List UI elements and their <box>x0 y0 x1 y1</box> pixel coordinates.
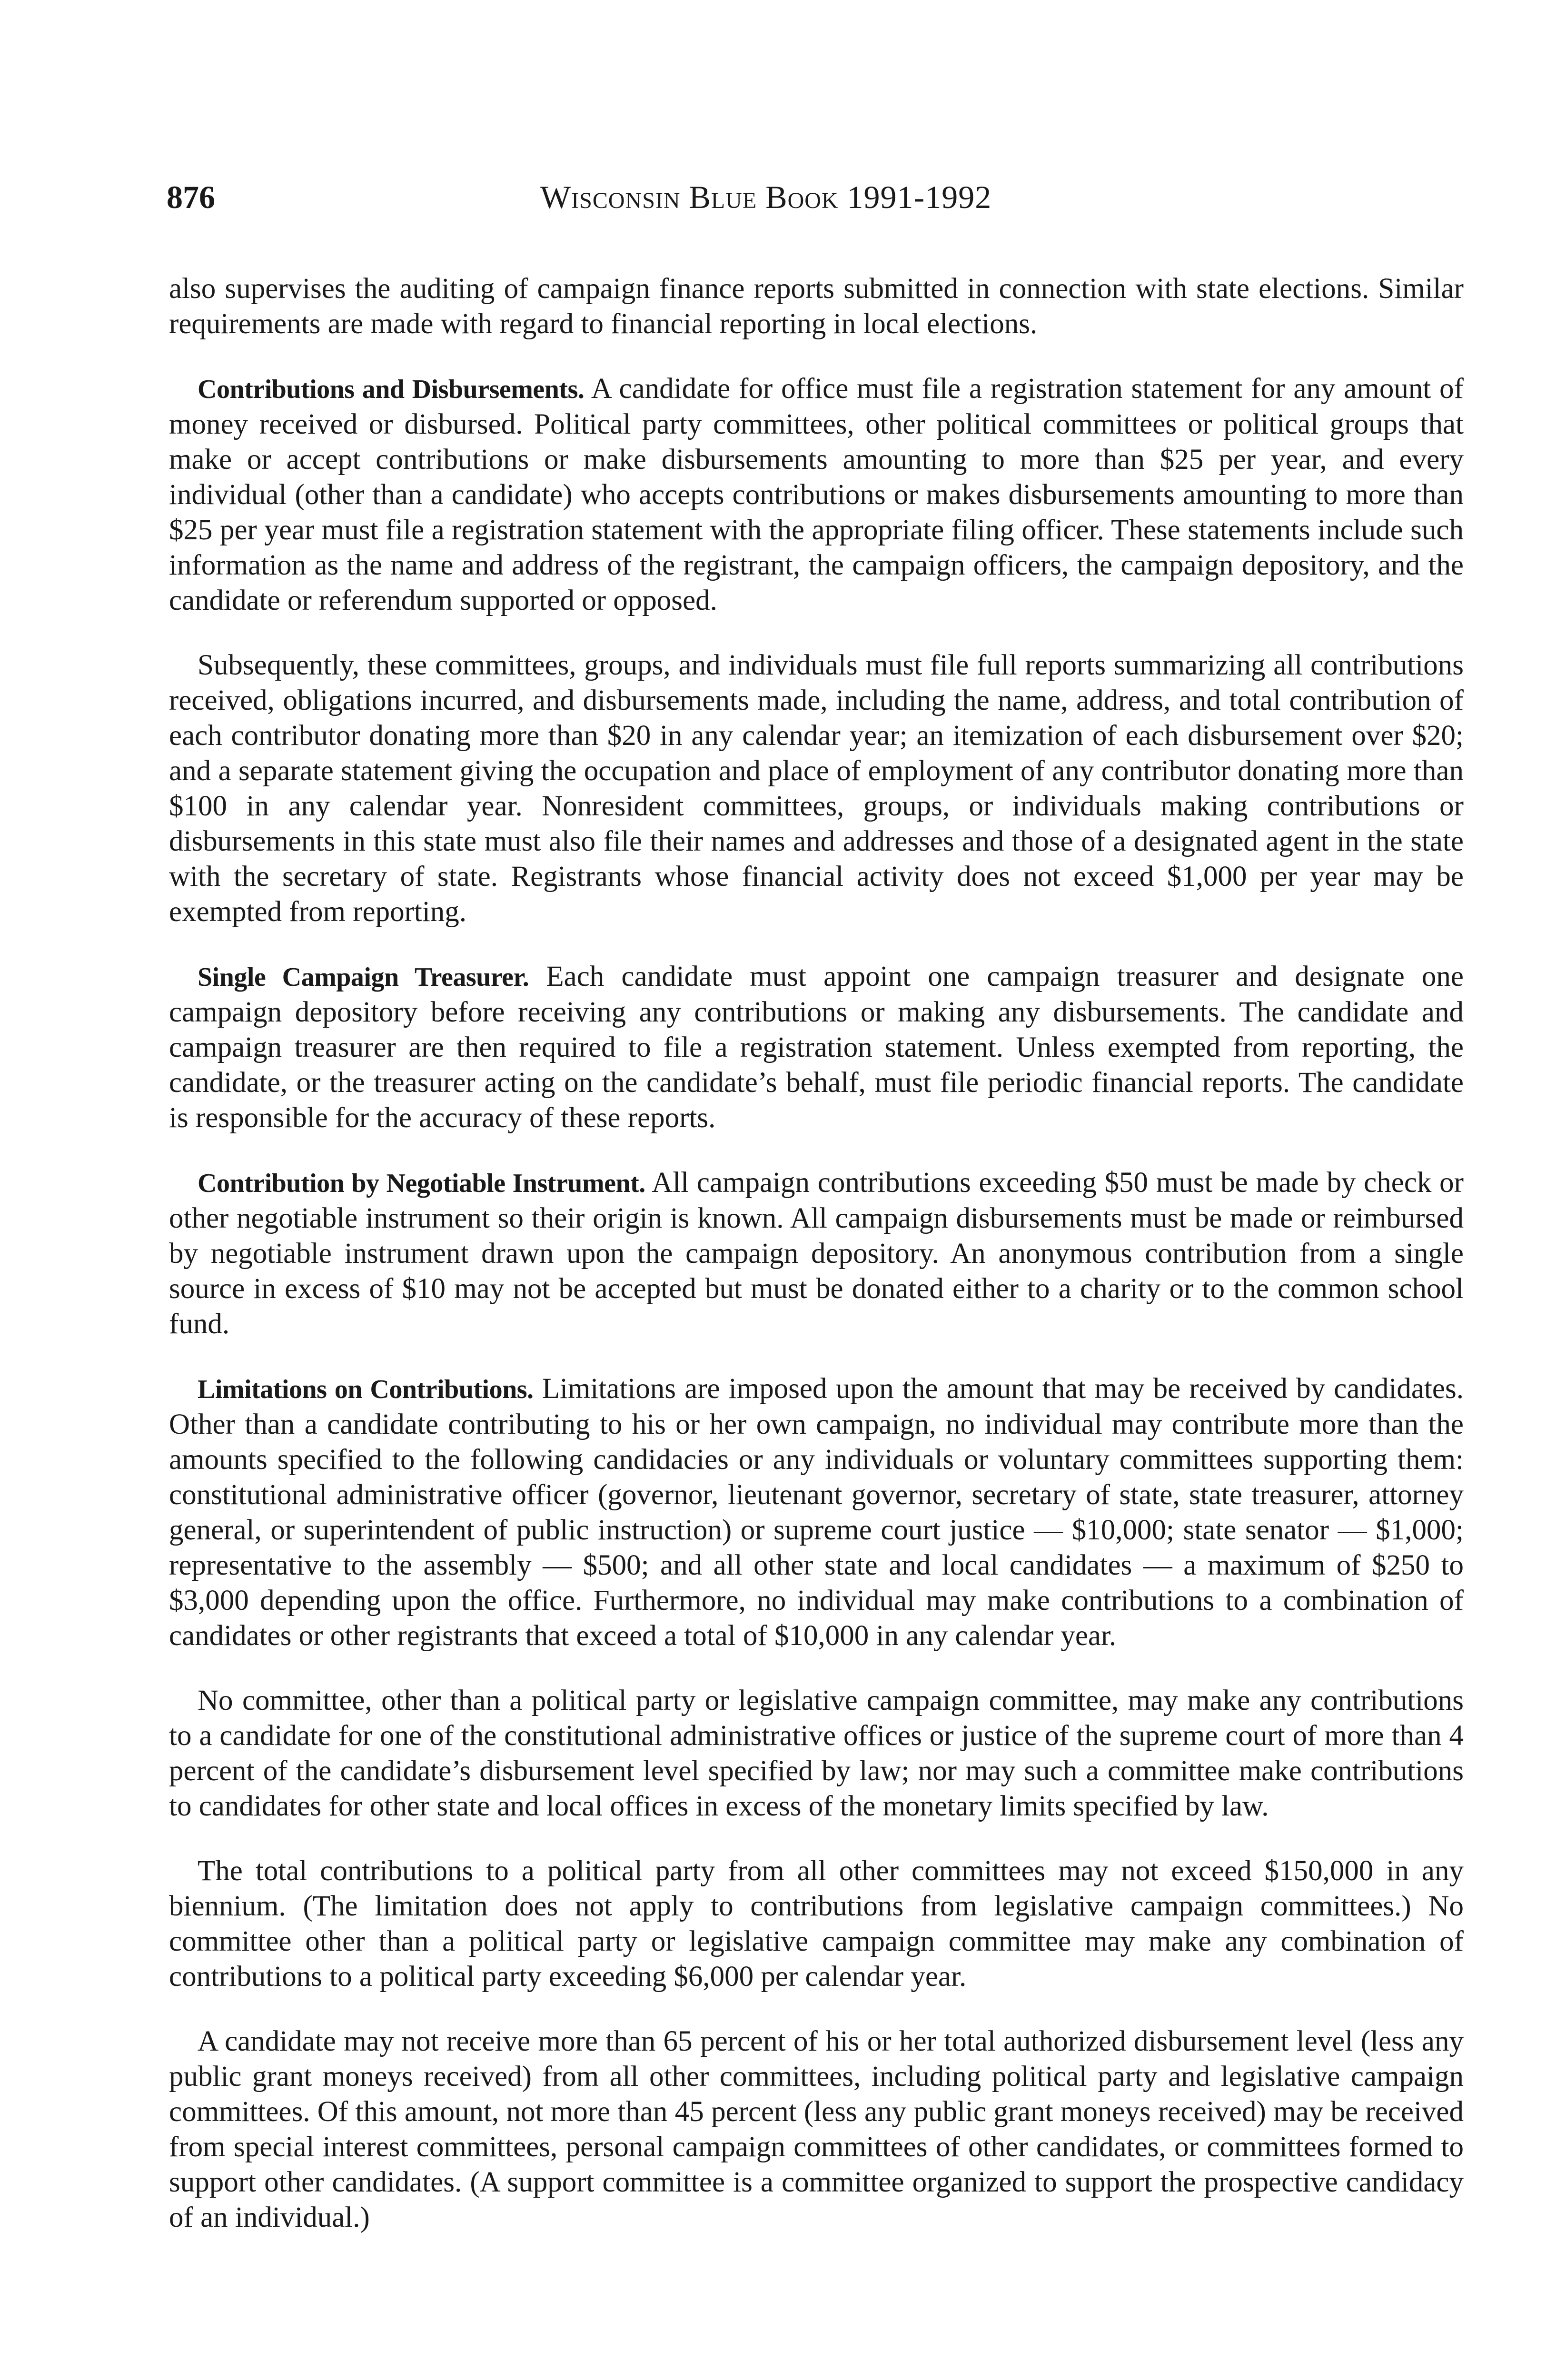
section-heading: Single Campaign Treasurer. <box>198 962 529 992</box>
paragraph-text: Each candidate must appoint one campaign treasurer and designate one campaign depository before receiving any contributions or making any disbursements. The candidate and campaign treasurer are then required to file a registration statement. Unless exempted from reporting, the candidate, or the treasurer acting on the candidate’s behalf, must file periodic financial reports. The candidate is responsible for the accuracy of these reports. <box>169 961 1464 1134</box>
paragraph-text: Limitations are imposed upon the amount that may be received by candidates. Other than a candidate contributing to his or her own campaign, no individual may contribute more than the amounts specified to the following candidacies or any individuals or voluntary committees supporting them: constitutional administrative officer (governor, lieutenant governor, secretary of state, state treasurer, attorney general, or superintendent of public instruction) or supreme court justice — $10,000; state senator — $1,000; representative to the assembly — $500; and all other state and local candidates — a maximum of $250 to $3,000 depending upon the office. Furthermore, no individual may make contributions to a combination of candidates or other registrants that exceed a total of $10,000 in any calendar year. <box>169 1373 1464 1652</box>
paragraph-text: A candidate may not receive more than 65 percent of his or her total authorized disbursement level (less any public grant moneys received) from all other committees, including political party and legislative campaign committees. Of this amount, not more than 45 percent (less any public grant moneys received) may be received from special interest committees, personal campaign committees of other candidates, or committees formed to support other candidates. (A support committee is a committee organized to support the prospective candidacy of an individual.) <box>169 2025 1464 2233</box>
document-page <box>169 181 1464 2380</box>
paragraph-text: A candidate for office must file a registration statement for any amount of money received or disbursed. Political party committees, other political committees or political groups that make or accept contributions or make disbursements amounting to more than $25 per year, and every individual (other than a candidate) who accepts contributions or makes disbursements amounting to more than $25 per year must file a registration statement with the appropriate filing officer. These statements include such information as the name and address of the registrant, the campaign officers, the campaign depository, and the candidate or referendum supported or opposed. <box>169 373 1464 616</box>
paragraph-contributions-disbursements <box>169 371 1464 618</box>
section-heading: Contribution by Negotiable Instrument. <box>198 1169 645 1198</box>
paragraph-text: No committee, other than a political party or legislative campaign committee, may make any contributions to a candidate for one of the constitutional administrative offices or justice of the supreme court of more than 4 percent of the candidate’s disbursement level specified by law; nor may such a committee make contributions to candidates for other state and local offices in excess of the monetary limits specified by law. <box>169 1685 1464 1822</box>
paragraph-party-limits <box>169 1854 1464 1994</box>
running-header <box>169 181 1464 238</box>
paragraph-single-treasurer <box>169 959 1464 1136</box>
paragraph-text: All campaign contributions exceeding $50 must be made by check or other negotiable instrument so their origin is known. All campaign disbursements must be made or reimbursed by negotiable instrument drawn upon the campaign depository. An anonymous contribution from a single source in excess of $10 may not be accepted but must be donated either to a charity or to the common school fund. <box>169 1167 1464 1340</box>
paragraph-intro <box>169 271 1464 342</box>
paragraph-text: Subsequently, these committees, groups, and individuals must file full reports summarizing all contributions received, obligations incurred, and disbursements made, including the name, address, and total contribution of each contributor donating more than $20 in any calendar year; an itemization of each disbursement over $20; and a separate statement giving the occupation and place of employment of any contributor donating more than $100 in any calendar year. Nonresident committees, groups, or individuals making contributions or disbursements in this state must also file their names and addresses and those of a designated agent in the state with the secretary of state. Registrants whose financial activity does not exceed $1,000 per year may be exempted from reporting. <box>169 649 1464 928</box>
paragraph-candidate-limits <box>169 2024 1464 2235</box>
paragraph-negotiable-instrument <box>169 1165 1464 1342</box>
section-heading: Limitations on Contributions. <box>198 1375 534 1404</box>
paragraph-committee-limits <box>169 1683 1464 1824</box>
running-title: Wisconsin Blue Book 1991-1992 <box>540 179 992 215</box>
paragraph-text: also supervises the auditing of campaign finance reports submitted in connection with state elections. Similar requirements are made with regard to financial reporting in local elections. <box>169 273 1464 340</box>
paragraph-text: The total contributions to a political party from all other committees may not exceed $150,000 in any biennium. (The limitation does not apply to contributions from legislative campaign committees.) No committee other than a political party or legislative campaign committee may make any combination of contributions to a political party exceeding $6,000 per calendar year. <box>169 1855 1464 1993</box>
section-heading: Contributions and Disbursements. <box>198 375 585 404</box>
paragraph-limitations <box>169 1371 1464 1654</box>
paragraph-reporting <box>169 648 1464 930</box>
page-number: 876 <box>167 179 215 215</box>
